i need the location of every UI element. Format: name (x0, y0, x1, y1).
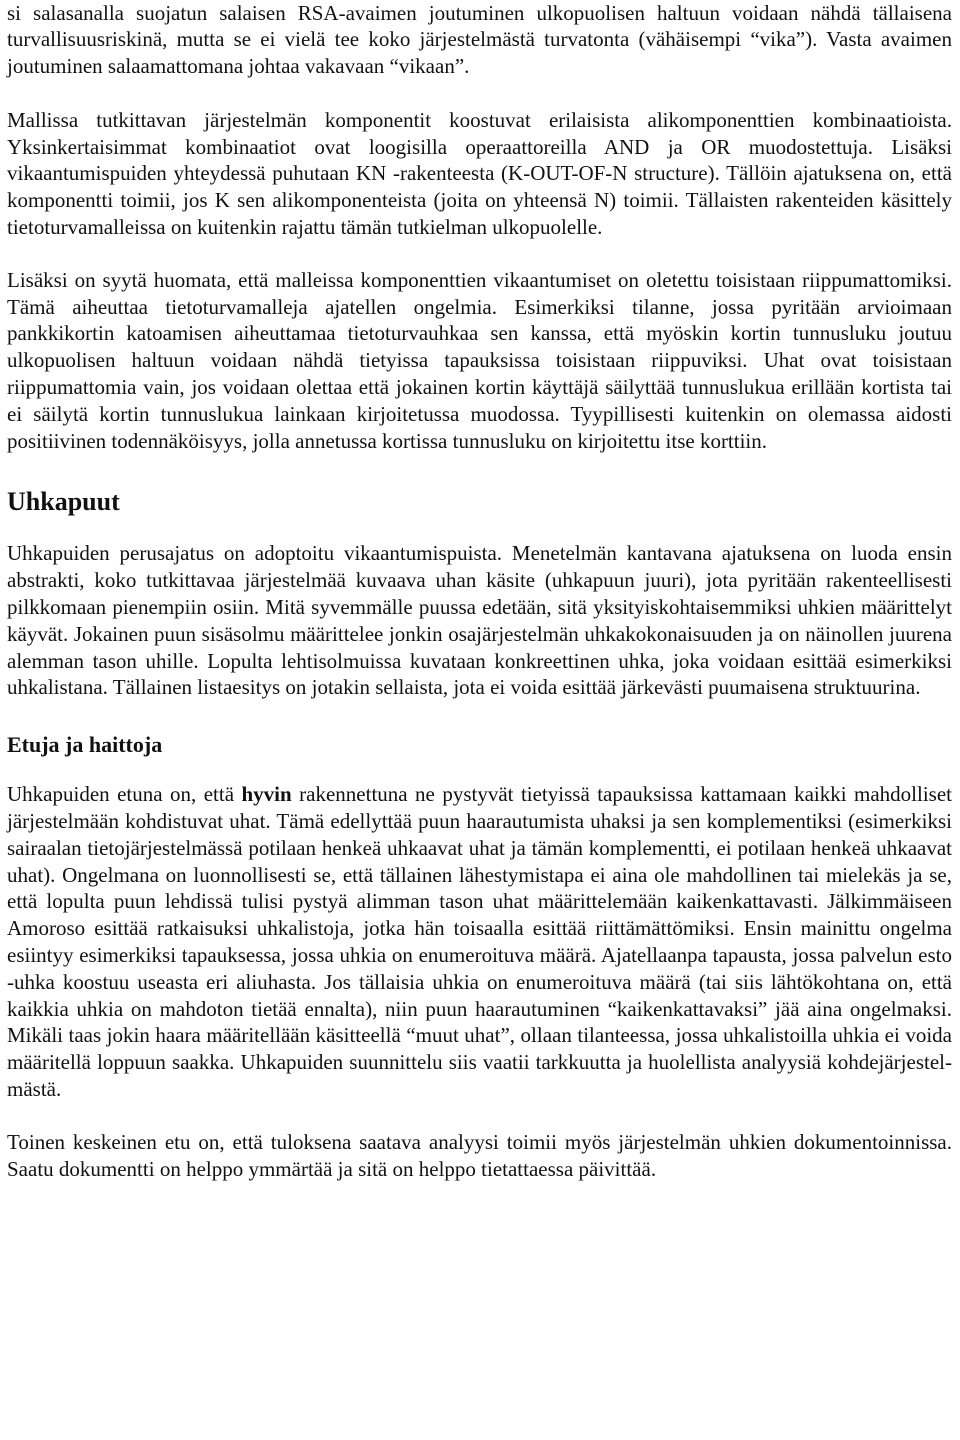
emphasis-hyvin: hyvin (241, 782, 292, 807)
section-heading-uhkapuut: Uhkapuut (7, 487, 120, 517)
subsection-heading-etuja-ja-haittoja: Etuja ja haittoja (7, 732, 163, 758)
paragraph-components: Mallissa tutkittavan järjestelmän komponentit koostuvat erilaisista alikomponenttien kombinaatioista. Yksinkertaisimmat kombinaatiot ovat loogisilla operaattoreilla AND ja OR muodostettuja. Lisäksi vikaantumispuiden yhteydessä puhutaan KN -rakenteesta (K-OUT-OF-N structure). Tällöin ajatuksena on, että komponentti toimii, jos K sen alikomponenteista (joita on yhteensä N) toimii. Tällaisten rakenteiden käsittely tietoturvamalleissa on kuitenkin rajattu tämän tutkielman ulkopuolelle. (7, 107, 952, 240)
paragraph-advantages (7, 781, 952, 1103)
paragraph-threat-trees: Uhkapuiden perusajatus on adoptoitu vikaantumispuista. Menetelmän kantavana ajatuksena on luoda ensin abstrakti, koko tutkittavaa järjestelmää kuvaava uhan käsite (uhkapuun juuri), jota pyritään rakenteellisesti pilkkomaan pienempiin osiin. Mitä syvemmälle puussa edetään, sitä yksityiskohtaisemmiksi uhkien määrittelyt käyvät. Jokainen puun sisäsolmu määrittelee jonkin osajärjestelmän uhkakokonaisuuden ja on näinollen juurena alemman tason uhille. Lopulta lehtisolmuissa kuvataan konkreettinen uhka, joka voidaan esittää esimerkiksi uhkalistana. Tällainen listaesitys on jotakin sellaista, jota ei voida esittää järkevästi puumaisena struktuurina. (7, 541, 952, 700)
paragraph-documentation: Toinen keskeinen etu on, että tuloksena saatava analyysi toimii myös järjestelmän uhkien dokumentoinnissa. Saatu dokumentti on helppo ymmärtää ja sitä on helppo tietattaessa päivittää. (7, 1129, 952, 1181)
paragraph-advantages-start: Uhkapuiden etuna on, että (7, 782, 242, 807)
paragraph-independence: Lisäksi on syytä huomata, että malleissa komponenttien vikaantumiset on oletettu toisistaan riippumattomiksi. Tämä aiheuttaa tietoturvamalleja ajatellen ongelmia. Esimerkiksi tilanne, jossa pyritään arvioimaan pankkikortin katoamisen aiheuttamaa tietoturvauhkaa sen kanssa, että myöskin kortin tunnusluku joutuu ulkopuolisen haltuun voidaan nähdä tietyissa tapauksissa toisistaan riippuviksi. Uhat ovat toisistaan riippumattomia vain, jos voidaan olettaa että jokainen kortin käyttäjä säilyttää tunnuslukua erillään kortista tai ei säilytä kortin tunnuslukua lainkaan kirjoitetussa muodossa. Tyypillisesti kuitenkin on olemassa aidosti positiivinen todennäköisyys, jolla annetussa kortissa tunnusluku on kirjoitettu itse korttiin. (7, 267, 952, 453)
paragraph-rsa-key: si salasanalla suojatun salaisen RSA-avaimen joutuminen ulkopuolisen haltuun voidaan nähdä tällaisena turvallisuusriskinä, mutta se ei vielä tee koko järjestelmästä turvatonta (vähäisempi “vika”). Vasta avaimen joutuminen salaamattomana johtaa vakavaan “vikaan”. (7, 0, 952, 79)
paragraph-advantages-rest: rakennettuna ne pystyvät tietyissä tapauksissa kattamaan kaikki mahdolliset järjestelmään kohdistuvat uhat. Tämä edellyttää puun haarautumista uhaksi ja sen komplementiksi (esimerkiksi sairaalan tietojärjestelmässä potilaan henkeä uhkaavat uhat ja tämän komplementti, ei potilaan henkeä uhkaavat uhat). Ongelmana on luonnollisesti se, että tällainen lähestymistapa ei aina ole mahdollinen tai mielekäs ja se, että lopulta puun lehdissä tulisi pystyä alimman tason uhat määrittelemään kaikenkattavasti. Jälkimmäiseen Amoroso esittää ratkaisuksi uhkalistoja, jotka hän toisaalla esittää riittämättömiksi. Ensin mainittu ongelma esiintyy esimerkiksi tapauksessa, jossa uhkia on enumeroituva määrä. Ajatellaanpa tapausta, jossa palvelun esto -uhka koostuu useasta eri aliuhasta. Jos tällaisia uhkia on enumeroituva määrä (tai siis lähtökohtana on, että kaikkia uhkia on mahdoton tietää ennalta), niin puun haarautuminen “kaikenkattavaksi” jää aina ongelmaksi. Mikäli taas jokin haara määritellään käsitteellä “muut uhat”, ollaan tilanteessa, jossa uhkalistoilla uhkia ei voida määritellä loppuun saakka. Uhkapuiden suunnittelu siis vaatii tarkkuutta ja huolellista analyysiä kohdejärjestelmästä. (7, 782, 952, 1101)
